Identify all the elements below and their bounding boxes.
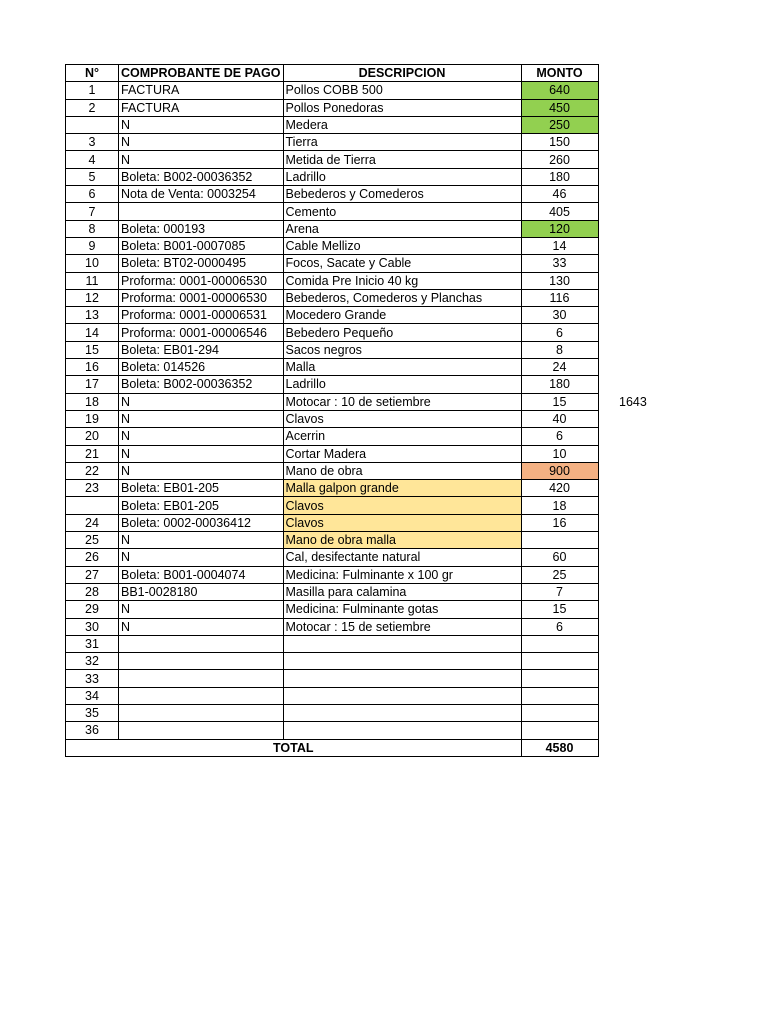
table-row bbox=[66, 601, 599, 618]
table-row bbox=[66, 393, 599, 410]
cell-comprobante[interactable] bbox=[119, 722, 284, 739]
cell-num[interactable]: 12 bbox=[66, 289, 119, 306]
header-row bbox=[66, 65, 599, 82]
table-row bbox=[66, 255, 599, 272]
table-row bbox=[66, 99, 599, 116]
cell-monto[interactable]: 6 bbox=[521, 618, 598, 635]
cell-descripcion[interactable]: Clavos bbox=[283, 410, 521, 427]
cell-monto[interactable] bbox=[521, 653, 598, 670]
cell-comprobante[interactable] bbox=[119, 653, 284, 670]
table-row bbox=[66, 134, 599, 151]
cell-monto[interactable]: 15 bbox=[521, 601, 598, 618]
cell-monto[interactable] bbox=[521, 635, 598, 652]
cell-monto[interactable]: 130 bbox=[521, 272, 598, 289]
table-row bbox=[66, 272, 599, 289]
cell-comprobante[interactable]: Boleta: EB01-205 bbox=[119, 480, 284, 497]
cell-monto[interactable]: 116 bbox=[521, 289, 598, 306]
cell-descripcion[interactable]: Medera bbox=[283, 116, 521, 133]
table-row bbox=[66, 635, 599, 652]
cell-num[interactable]: 9 bbox=[66, 237, 119, 254]
cell-monto[interactable]: 33 bbox=[521, 255, 598, 272]
cell-comprobante[interactable] bbox=[119, 203, 284, 220]
cell-num[interactable]: 24 bbox=[66, 514, 119, 531]
cell-comprobante[interactable]: Nota de Venta: 0003254 bbox=[119, 186, 284, 203]
cell-comprobante[interactable]: Boleta: B001-0007085 bbox=[119, 237, 284, 254]
cell-comprobante[interactable]: N bbox=[119, 428, 284, 445]
cell-descripcion[interactable]: Medicina: Fulminante x 100 gr bbox=[283, 566, 521, 583]
cell-num[interactable]: 10 bbox=[66, 255, 119, 272]
cell-descripcion[interactable]: Mano de obra bbox=[283, 462, 521, 479]
cell-monto[interactable]: 18 bbox=[521, 497, 598, 514]
cell-monto[interactable]: 120 bbox=[521, 220, 598, 237]
expense-table bbox=[65, 64, 599, 757]
cell-num[interactable]: 16 bbox=[66, 359, 119, 376]
cell-descripcion[interactable] bbox=[283, 722, 521, 739]
table-row bbox=[66, 722, 599, 739]
cell-comprobante[interactable]: N bbox=[119, 618, 284, 635]
cell-descripcion[interactable]: Pollos COBB 500 bbox=[283, 82, 521, 99]
cell-descripcion[interactable]: Bebedero Pequeño bbox=[283, 324, 521, 341]
cell-comprobante[interactable]: Boleta: 0002-00036412 bbox=[119, 514, 284, 531]
cell-num[interactable]: 17 bbox=[66, 376, 119, 393]
cell-num[interactable]: 36 bbox=[66, 722, 119, 739]
table-row bbox=[66, 480, 599, 497]
cell-num[interactable]: 31 bbox=[66, 635, 119, 652]
cell-monto[interactable]: 450 bbox=[521, 99, 598, 116]
cell-descripcion[interactable]: Tierra bbox=[283, 134, 521, 151]
cell-num[interactable]: 33 bbox=[66, 670, 119, 687]
cell-descripcion[interactable] bbox=[283, 670, 521, 687]
cell-descripcion[interactable]: Motocar : 15 de setiembre bbox=[283, 618, 521, 635]
cell-num[interactable]: 25 bbox=[66, 532, 119, 549]
table-row bbox=[66, 549, 599, 566]
cell-comprobante[interactable]: Boleta: B002-00036352 bbox=[119, 376, 284, 393]
cell-num[interactable]: 2 bbox=[66, 99, 119, 116]
cell-num[interactable]: 6 bbox=[66, 186, 119, 203]
cell-monto[interactable]: 24 bbox=[521, 359, 598, 376]
header-num[interactable]: N° bbox=[66, 65, 119, 82]
cell-comprobante[interactable]: N bbox=[119, 532, 284, 549]
table-row bbox=[66, 307, 599, 324]
cell-comprobante[interactable]: N bbox=[119, 601, 284, 618]
cell-num[interactable]: 3 bbox=[66, 134, 119, 151]
cell-descripcion[interactable]: Cortar Madera bbox=[283, 445, 521, 462]
cell-comprobante[interactable]: FACTURA bbox=[119, 99, 284, 116]
cell-monto[interactable]: 16 bbox=[521, 514, 598, 531]
cell-monto[interactable]: 180 bbox=[521, 376, 598, 393]
total-value[interactable]: 4580 bbox=[521, 739, 598, 756]
cell-comprobante[interactable]: Proforma: 0001-00006530 bbox=[119, 272, 284, 289]
cell-descripcion[interactable]: Mano de obra malla bbox=[283, 532, 521, 549]
table-row bbox=[66, 324, 599, 341]
table-row bbox=[66, 618, 599, 635]
cell-num[interactable]: 29 bbox=[66, 601, 119, 618]
cell-comprobante[interactable]: N bbox=[119, 151, 284, 168]
cell-monto[interactable] bbox=[521, 670, 598, 687]
cell-monto[interactable] bbox=[521, 532, 598, 549]
cell-descripcion[interactable]: Bebederos, Comederos y Planchas bbox=[283, 289, 521, 306]
table-row bbox=[66, 341, 599, 358]
table-row bbox=[66, 376, 599, 393]
cell-monto[interactable] bbox=[521, 704, 598, 721]
cell-monto[interactable]: 150 bbox=[521, 134, 598, 151]
table-row bbox=[66, 566, 599, 583]
cell-comprobante[interactable]: Boleta: BT02-0000495 bbox=[119, 255, 284, 272]
header-monto[interactable]: MONTO bbox=[521, 65, 598, 82]
header-descripcion[interactable]: DESCRIPCION bbox=[283, 65, 521, 82]
cell-num[interactable]: 4 bbox=[66, 151, 119, 168]
cell-descripcion[interactable]: Cemento bbox=[283, 203, 521, 220]
cell-descripcion[interactable] bbox=[283, 687, 521, 704]
cell-monto[interactable]: 40 bbox=[521, 410, 598, 427]
side-note-cell[interactable]: 1643 bbox=[619, 395, 647, 409]
cell-comprobante[interactable]: Boleta: B001-0004074 bbox=[119, 566, 284, 583]
cell-descripcion[interactable] bbox=[283, 704, 521, 721]
cell-descripcion[interactable]: Malla galpon grande bbox=[283, 480, 521, 497]
table-row bbox=[66, 186, 599, 203]
cell-num[interactable]: 22 bbox=[66, 462, 119, 479]
cell-monto[interactable] bbox=[521, 687, 598, 704]
cell-descripcion[interactable]: Clavos bbox=[283, 514, 521, 531]
cell-num[interactable]: 28 bbox=[66, 583, 119, 600]
table-row bbox=[66, 151, 599, 168]
cell-comprobante[interactable]: Boleta: 000193 bbox=[119, 220, 284, 237]
table-row bbox=[66, 704, 599, 721]
cell-comprobante[interactable]: N bbox=[119, 134, 284, 151]
total-row bbox=[66, 739, 599, 756]
table-body bbox=[66, 82, 599, 739]
table-row bbox=[66, 237, 599, 254]
table-row bbox=[66, 670, 599, 687]
cell-num[interactable]: 14 bbox=[66, 324, 119, 341]
table-row bbox=[66, 428, 599, 445]
cell-num[interactable]: 5 bbox=[66, 168, 119, 185]
cell-descripcion[interactable] bbox=[283, 653, 521, 670]
cell-comprobante[interactable]: Boleta: B002-00036352 bbox=[119, 168, 284, 185]
cell-num[interactable]: 23 bbox=[66, 480, 119, 497]
cell-comprobante[interactable]: N bbox=[119, 445, 284, 462]
cell-descripcion[interactable]: Medicina: Fulminante gotas bbox=[283, 601, 521, 618]
cell-num[interactable]: 18 bbox=[66, 393, 119, 410]
table-row bbox=[66, 497, 599, 514]
cell-monto[interactable]: 6 bbox=[521, 324, 598, 341]
table-row bbox=[66, 203, 599, 220]
cell-descripcion[interactable]: Acerrin bbox=[283, 428, 521, 445]
table-row bbox=[66, 168, 599, 185]
table-row bbox=[66, 220, 599, 237]
cell-monto[interactable] bbox=[521, 722, 598, 739]
cell-monto[interactable]: 180 bbox=[521, 168, 598, 185]
cell-descripcion[interactable]: Sacos negros bbox=[283, 341, 521, 358]
table-row bbox=[66, 410, 599, 427]
cell-num[interactable]: 8 bbox=[66, 220, 119, 237]
cell-descripcion[interactable]: Cable Mellizo bbox=[283, 237, 521, 254]
cell-descripcion[interactable]: Arena bbox=[283, 220, 521, 237]
cell-comprobante[interactable] bbox=[119, 635, 284, 652]
cell-num[interactable]: 34 bbox=[66, 687, 119, 704]
cell-descripcion[interactable]: Cal, desifectante natural bbox=[283, 549, 521, 566]
table-row bbox=[66, 532, 599, 549]
cell-num[interactable]: 26 bbox=[66, 549, 119, 566]
cell-descripcion[interactable]: Mocedero Grande bbox=[283, 307, 521, 324]
total-label[interactable]: TOTAL bbox=[66, 739, 522, 756]
table-row bbox=[66, 583, 599, 600]
cell-num[interactable]: 35 bbox=[66, 704, 119, 721]
cell-comprobante[interactable]: Boleta: 014526 bbox=[119, 359, 284, 376]
table-row bbox=[66, 653, 599, 670]
cell-num[interactable] bbox=[66, 116, 119, 133]
cell-monto[interactable]: 30 bbox=[521, 307, 598, 324]
header-comprobante[interactable]: COMPROBANTE DE PAGO bbox=[119, 65, 284, 82]
cell-descripcion[interactable] bbox=[283, 635, 521, 652]
cell-monto[interactable]: 420 bbox=[521, 480, 598, 497]
cell-comprobante[interactable]: FACTURA bbox=[119, 82, 284, 99]
cell-comprobante[interactable]: N bbox=[119, 549, 284, 566]
cell-comprobante[interactable] bbox=[119, 670, 284, 687]
cell-num[interactable]: 15 bbox=[66, 341, 119, 358]
cell-monto[interactable]: 25 bbox=[521, 566, 598, 583]
cell-num[interactable]: 27 bbox=[66, 566, 119, 583]
cell-comprobante[interactable]: Boleta: EB01-205 bbox=[119, 497, 284, 514]
cell-descripcion[interactable]: Ladrillo bbox=[283, 376, 521, 393]
cell-descripcion[interactable]: Bebederos y Comederos bbox=[283, 186, 521, 203]
cell-num[interactable]: 7 bbox=[66, 203, 119, 220]
table-row bbox=[66, 462, 599, 479]
table-row bbox=[66, 514, 599, 531]
cell-descripcion[interactable]: Comida Pre Inicio 40 kg bbox=[283, 272, 521, 289]
cell-num[interactable]: 20 bbox=[66, 428, 119, 445]
table-row bbox=[66, 289, 599, 306]
cell-monto[interactable]: 10 bbox=[521, 445, 598, 462]
cell-comprobante[interactable]: N bbox=[119, 462, 284, 479]
table-row bbox=[66, 445, 599, 462]
cell-descripcion[interactable]: Pollos Ponedoras bbox=[283, 99, 521, 116]
cell-comprobante[interactable]: N bbox=[119, 410, 284, 427]
cell-descripcion[interactable]: Clavos bbox=[283, 497, 521, 514]
cell-comprobante[interactable]: N bbox=[119, 116, 284, 133]
cell-monto[interactable]: 14 bbox=[521, 237, 598, 254]
cell-monto[interactable]: 260 bbox=[521, 151, 598, 168]
cell-monto[interactable]: 640 bbox=[521, 82, 598, 99]
cell-monto[interactable]: 60 bbox=[521, 549, 598, 566]
cell-num[interactable]: 13 bbox=[66, 307, 119, 324]
cell-monto[interactable]: 405 bbox=[521, 203, 598, 220]
cell-descripcion[interactable]: Ladrillo bbox=[283, 168, 521, 185]
cell-descripcion[interactable]: Masilla para calamina bbox=[283, 583, 521, 600]
cell-num[interactable]: 32 bbox=[66, 653, 119, 670]
cell-comprobante[interactable]: Proforma: 0001-00006531 bbox=[119, 307, 284, 324]
cell-num[interactable]: 30 bbox=[66, 618, 119, 635]
cell-monto[interactable]: 8 bbox=[521, 341, 598, 358]
cell-comprobante[interactable]: N bbox=[119, 393, 284, 410]
cell-descripcion[interactable]: Malla bbox=[283, 359, 521, 376]
cell-monto[interactable]: 7 bbox=[521, 583, 598, 600]
cell-num[interactable]: 21 bbox=[66, 445, 119, 462]
cell-comprobante[interactable]: BB1-0028180 bbox=[119, 583, 284, 600]
cell-monto[interactable]: 250 bbox=[521, 116, 598, 133]
cell-monto[interactable]: 6 bbox=[521, 428, 598, 445]
cell-comprobante[interactable] bbox=[119, 687, 284, 704]
cell-comprobante[interactable] bbox=[119, 704, 284, 721]
table-row bbox=[66, 116, 599, 133]
cell-monto[interactable]: 15 bbox=[521, 393, 598, 410]
cell-monto[interactable]: 46 bbox=[521, 186, 598, 203]
cell-descripcion[interactable]: Metida de Tierra bbox=[283, 151, 521, 168]
cell-num[interactable]: 11 bbox=[66, 272, 119, 289]
cell-monto[interactable]: 900 bbox=[521, 462, 598, 479]
cell-comprobante[interactable]: Proforma: 0001-00006546 bbox=[119, 324, 284, 341]
cell-comprobante[interactable]: Boleta: EB01-294 bbox=[119, 341, 284, 358]
cell-descripcion[interactable]: Motocar : 10 de setiembre bbox=[283, 393, 521, 410]
cell-descripcion[interactable]: Focos, Sacate y Cable bbox=[283, 255, 521, 272]
table-row bbox=[66, 687, 599, 704]
cell-num[interactable]: 19 bbox=[66, 410, 119, 427]
cell-comprobante[interactable]: Proforma: 0001-00006530 bbox=[119, 289, 284, 306]
table-row bbox=[66, 82, 599, 99]
cell-num[interactable] bbox=[66, 497, 119, 514]
cell-num[interactable]: 1 bbox=[66, 82, 119, 99]
table-row bbox=[66, 359, 599, 376]
